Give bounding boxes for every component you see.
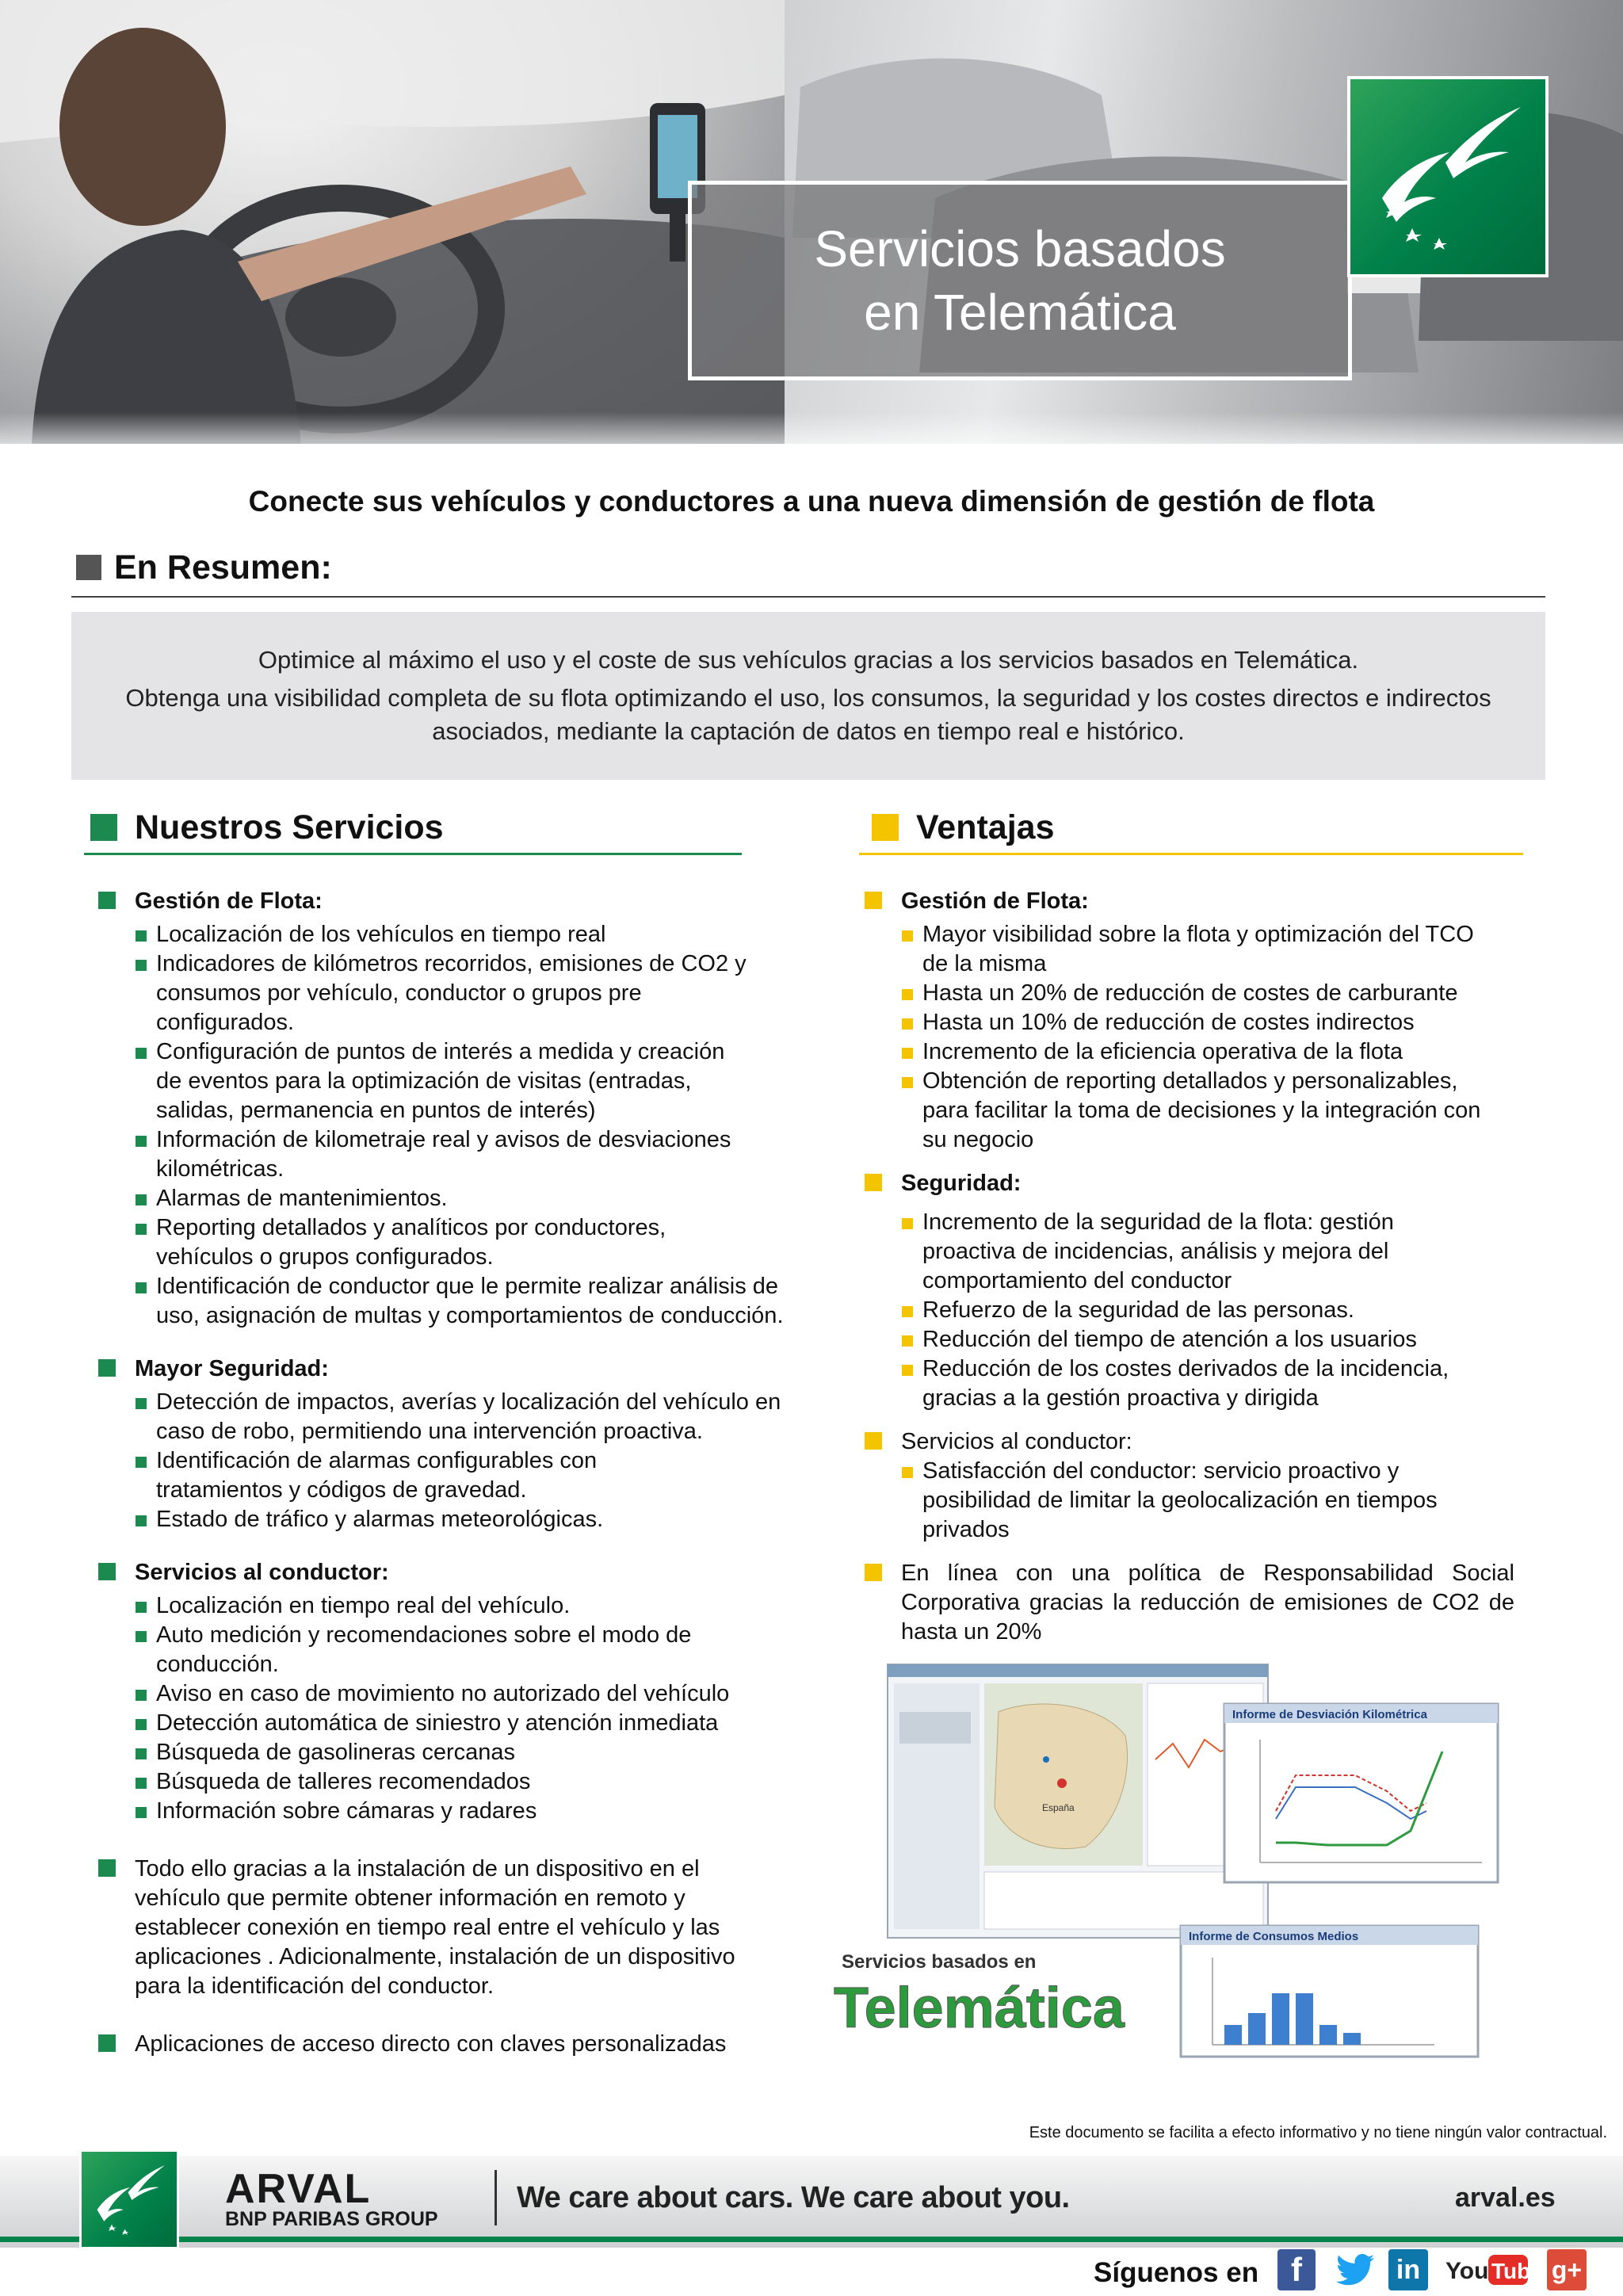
list-item: Satisfacción del conductor: servicio proactivo y posibilidad de limitar la geolocalización en tiempos privados xyxy=(900,1457,1479,1545)
yellow-square-icon xyxy=(872,814,899,841)
collage-brand-big: Telemática xyxy=(834,1977,1125,2040)
chart2-title: Informe de Consumos Medios xyxy=(1189,1930,1359,1943)
svg-text:Tube: Tube xyxy=(1491,2259,1543,2283)
bnp-birds-logo xyxy=(1347,76,1549,277)
green-square-icon xyxy=(98,2034,116,2052)
list-item: Información de kilometraje real y avisos de desviaciones kilométricas. xyxy=(134,1125,776,1184)
bullet-list xyxy=(900,1457,1514,1545)
list-item: Búsqueda de talleres recomendados xyxy=(134,1767,796,1797)
list-item: Indicadores de kilómetros recorridos, emisiones de CO2 y consumos por vehículo, conductor o grupos pre configurados. xyxy=(134,949,768,1037)
birds-logo-icon xyxy=(82,2152,177,2247)
note-text: Todo ello gracias a la instalación de un dispositivo en el vehículo que permite obtener información en remoto y establecer conexión en tiempo real entre el vehículo y las aplicaciones . Adicionalmente, instalación de un dispositivo para la identificación del conductor. xyxy=(135,1856,735,1999)
green-square-icon xyxy=(98,892,116,909)
hero-title-line2: en Telemática xyxy=(864,284,1176,341)
list-item: Detección de impactos, averías y localización del vehículo en caso de robo, permitiendo una intervención proactiva. xyxy=(134,1388,792,1446)
hero-title-line1: Servicios basados xyxy=(814,220,1226,277)
list-item: Búsqueda de gasolineras cercanas xyxy=(134,1738,796,1767)
note-text: Aplicaciones de acceso directo con claves personalizadas xyxy=(135,2031,727,2057)
services-column xyxy=(98,887,796,2059)
twitter-icon[interactable] xyxy=(1335,2249,1376,2290)
youtube-icon[interactable] xyxy=(1445,2249,1543,2290)
summary-line1: Optimice al máximo el uso y el coste de sus vehículos gracias a los servicios basados en Telemática. xyxy=(258,646,1359,674)
collage-graphic xyxy=(800,1664,1593,2061)
list-item: Aviso en caso de movimiento no autorizado del vehículo xyxy=(134,1679,796,1709)
summary-line2: Obtenga una visibilidad completa de su flota optimizando el uso, los consumos, la seguridad y los costes directos e indirectos asociados, mediante la captación de datos en tiempo real e histórico. xyxy=(125,684,1491,745)
list-item: Estado de tráfico y alarmas meteorológicas. xyxy=(134,1505,796,1534)
services-heading-text: Nuestros Servicios xyxy=(135,808,444,846)
footer-slogan: We care about cars. We care about you. xyxy=(517,2181,1070,2214)
services-block xyxy=(98,1558,796,1826)
list-item: Refuerzo de la seguridad de las personas. xyxy=(900,1296,1514,1325)
bullet-list xyxy=(900,920,1514,1155)
list-item: Reporting detallados y analíticos por conductores, vehículos o grupos configurados. xyxy=(134,1213,736,1272)
yellow-square-icon xyxy=(865,1564,882,1581)
advantages-heading-text: Ventajas xyxy=(916,808,1055,846)
green-square-icon xyxy=(90,814,117,841)
note-paragraph xyxy=(98,2030,796,2059)
block-heading xyxy=(98,1354,796,1384)
list-item: Configuración de puntos de interés a medida y creación de eventos para la optimización de visitas (entradas, salidas, permanencia en puntos de interés) xyxy=(134,1037,752,1125)
green-square-icon xyxy=(98,1859,116,1877)
summary-box xyxy=(71,612,1545,780)
hero-fade xyxy=(0,412,1623,483)
heading-square-icon xyxy=(76,555,101,580)
arval-brand-name: ARVAL xyxy=(225,2166,372,2212)
green-square-icon xyxy=(98,1359,116,1377)
bullet-list xyxy=(134,1388,796,1534)
svg-text:You: You xyxy=(1445,2258,1489,2284)
list-item: Identificación de alarmas configurables con tratamientos y códigos de gravedad. xyxy=(134,1446,689,1505)
chart1-title: Informe de Desviación Kilométrica xyxy=(1232,1708,1427,1721)
birds-logo-icon xyxy=(1350,79,1545,274)
note-paragraph xyxy=(98,1855,796,2001)
disclaimer: Este documento se facilita a efecto informativo y no tiene ningún valor contractual. xyxy=(1029,2124,1607,2141)
block-heading xyxy=(865,887,1514,916)
map-label: España xyxy=(1042,1802,1075,1813)
bullet-list xyxy=(900,1208,1514,1413)
divider xyxy=(84,853,742,855)
linkedin-icon[interactable]: in xyxy=(1388,2249,1428,2290)
block-heading xyxy=(865,1427,1514,1457)
hero-title-box xyxy=(688,181,1352,380)
yellow-square-icon xyxy=(865,892,882,909)
summary-heading-text: En Resumen: xyxy=(114,548,332,586)
list-item: Auto medición y recomendaciones sobre el modo de conducción. xyxy=(134,1621,736,1679)
list-item: Información sobre cámaras y radares xyxy=(134,1797,796,1826)
block-heading xyxy=(98,887,796,916)
block-title: Gestión de Flota: xyxy=(901,888,1089,914)
list-item: Mayor visibilidad sobre la flota y optimización del TCO de la misma xyxy=(900,920,1479,979)
block-title: Mayor Seguridad: xyxy=(135,1356,329,1381)
list-item: Reducción de los costes derivados de la incidencia, gracias a la gestión proactiva y dirigida xyxy=(900,1354,1487,1413)
services-block xyxy=(98,887,796,1331)
block-heading xyxy=(865,1169,1514,1198)
collage-brand-small: Servicios basados en xyxy=(842,1951,1037,1973)
hero-banner xyxy=(0,0,1623,444)
note-text: En línea con una política de Responsabilidad Social Corporativa gracias la reducción de emisiones de CO2 de hasta un 20% xyxy=(901,1561,1514,1645)
follow-us-label: Síguenos en xyxy=(1094,2257,1259,2288)
divider xyxy=(495,2170,497,2225)
list-item: Reducción del tiempo de atención a los usuarios xyxy=(900,1325,1514,1354)
advantages-column xyxy=(865,887,1514,1647)
block-title: Servicios al conductor: xyxy=(135,1560,389,1585)
google-plus-icon[interactable]: g+ xyxy=(1547,2249,1587,2290)
block-title: Gestión de Flota: xyxy=(135,888,323,914)
green-square-icon xyxy=(98,1563,116,1580)
list-item: Detección automática de siniestro y atención inmediata xyxy=(134,1709,796,1738)
list-item: Obtención de reporting detallados y personalizables, para facilitar la toma de decisiones y la integración con su negocio xyxy=(900,1067,1487,1155)
footer-green-stripe xyxy=(0,2237,1623,2242)
list-item: Incremento de la seguridad de la flota: gestión proactiva de incidencias, análisis y mejora del comportamiento del conductor xyxy=(900,1208,1455,1296)
divider xyxy=(859,853,1523,855)
facebook-icon[interactable]: f xyxy=(1277,2249,1316,2290)
list-item: Identificación de conductor que le permite realizar análisis de uso, asignación de multas y comportamientos de conducción. xyxy=(134,1272,784,1331)
bullet-list xyxy=(134,1591,796,1826)
advantages-block xyxy=(865,887,1514,1155)
website-link[interactable]: arval.es xyxy=(1455,2183,1556,2213)
list-item: Hasta un 20% de reducción de costes de carburante xyxy=(900,979,1514,1008)
services-heading xyxy=(90,805,444,850)
arval-group-name: BNP PARIBAS GROUP xyxy=(225,2208,438,2230)
advantages-block xyxy=(865,1169,1514,1413)
advantages-block xyxy=(865,1427,1514,1545)
yellow-square-icon xyxy=(865,1432,882,1450)
block-title: Seguridad: xyxy=(901,1171,1022,1196)
list-item: Hasta un 10% de reducción de costes indirectos xyxy=(900,1008,1514,1037)
note-paragraph xyxy=(865,1559,1514,1647)
list-item: Incremento de la eficiencia operativa de la flota xyxy=(900,1037,1514,1067)
tagline: Conecte sus vehículos y conductores a una nueva dimensión de gestión de flota xyxy=(248,485,1375,518)
block-title: Servicios al conductor: xyxy=(901,1429,1132,1454)
bullet-list xyxy=(134,920,796,1331)
software-screenshots-collage xyxy=(800,1664,1593,2061)
block-heading xyxy=(98,1558,796,1587)
list-item: Localización de los vehículos en tiempo real xyxy=(134,920,796,949)
summary-heading xyxy=(76,548,332,586)
yellow-square-icon xyxy=(865,1174,882,1191)
advantages-heading xyxy=(872,805,1055,850)
list-item: Alarmas de mantenimientos. xyxy=(134,1184,796,1213)
list-item: Localización en tiempo real del vehículo. xyxy=(134,1591,796,1621)
divider xyxy=(71,596,1545,598)
services-block xyxy=(98,1354,796,1534)
bnp-birds-logo-small xyxy=(79,2149,179,2249)
